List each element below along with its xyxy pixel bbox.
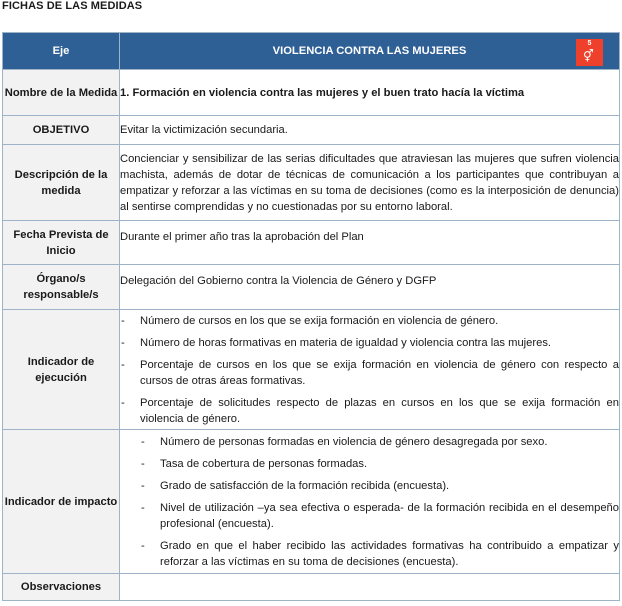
list-item: - Grado en que el haber recibido las actividades formativas ha contribuido a empatizar y reforzar a las víctimas en su toma de decisiones (encuesta). <box>140 538 619 570</box>
eje-label: Eje <box>3 33 120 70</box>
ejecucion-cell <box>120 310 620 430</box>
descripcion-row <box>3 145 620 221</box>
ejecucion-row <box>3 310 620 430</box>
observaciones-value <box>120 574 620 601</box>
organo-value: Delegación del Gobierno contra la Violencia de Género y DGFP <box>120 265 620 310</box>
impacto-row <box>3 430 620 574</box>
fecha-value: Durante el primer año tras la aprobación del Plan <box>120 221 620 265</box>
organo-row <box>3 265 620 310</box>
objetivo-value: Evitar la victimización secundaria. <box>120 116 620 145</box>
objetivo-row <box>3 116 620 145</box>
eje-row <box>3 33 620 70</box>
list-item: - Número de personas formadas en violencia de género desagregada por sexo. <box>140 434 619 450</box>
list-item: - Tasa de cobertura de personas formadas. <box>140 456 619 472</box>
list-item: - Nivel de utilización –ya sea efectiva o esperada- de la formación recibida en el desempeño profesional (encuesta). <box>140 500 619 532</box>
measure-sheet-table <box>2 32 620 601</box>
list-item: - Porcentaje de solicitudes respecto de plazas en cursos en los que se exija formación en violencia de género. <box>120 395 619 427</box>
page-title: FICHAS DE LAS MEDIDAS <box>2 0 143 12</box>
list-item: - Número de horas formativas en materia de igualdad y violencia contra las mujeres. <box>120 335 619 351</box>
ejecucion-label: Indicador de ejecución <box>3 310 120 430</box>
observaciones-label: Observaciones <box>3 574 120 601</box>
sdg-number: 5 <box>587 40 592 47</box>
descripcion-value: Concienciar y sensibilizar de las serias dificultades que atraviesan las mujeres que sufren violencia machista, además de dotar de técnicas de comunicación a los participantes que contribuyan a empatizar y reforzar a las víctimas en su toma de decisiones (como es la interposición de denuncia) al sentirse comprendidas y no cuestionadas por su entorno laboral. <box>120 145 620 221</box>
list-item: - Grado de satisfacción de la formación recibida (encuesta). <box>140 478 619 494</box>
nombre-row <box>3 70 620 116</box>
objetivo-label: OBJETIVO <box>3 116 120 145</box>
list-item: - Porcentaje de cursos en los que se exija formación en violencia de género con respecto a cursos de otras áreas formativas. <box>120 357 619 389</box>
organo-label: Órgano/s responsable/s <box>3 265 120 310</box>
ejecucion-list <box>120 313 619 427</box>
impacto-list <box>120 434 619 570</box>
fecha-row <box>3 221 620 265</box>
sdg-5-badge <box>576 39 603 66</box>
nombre-value: 1. Formación en violencia contra las mujeres y el buen trato hacía la víctima <box>120 70 620 116</box>
list-item: - Número de cursos en los que se exija formación en violencia de género. <box>120 313 619 329</box>
eje-value-cell <box>120 33 620 70</box>
descripcion-label: Descripción de la medida <box>3 145 120 221</box>
impacto-label: Indicador de impacto <box>3 430 120 574</box>
fecha-label: Fecha Prevista de Inicio <box>3 221 120 265</box>
impacto-cell <box>120 430 620 574</box>
gender-equality-icon: ⚥ <box>583 49 594 63</box>
observaciones-row <box>3 574 620 601</box>
nombre-label: Nombre de la Medida <box>3 70 120 116</box>
eje-value: VIOLENCIA CONTRA LAS MUJERES <box>272 45 467 57</box>
